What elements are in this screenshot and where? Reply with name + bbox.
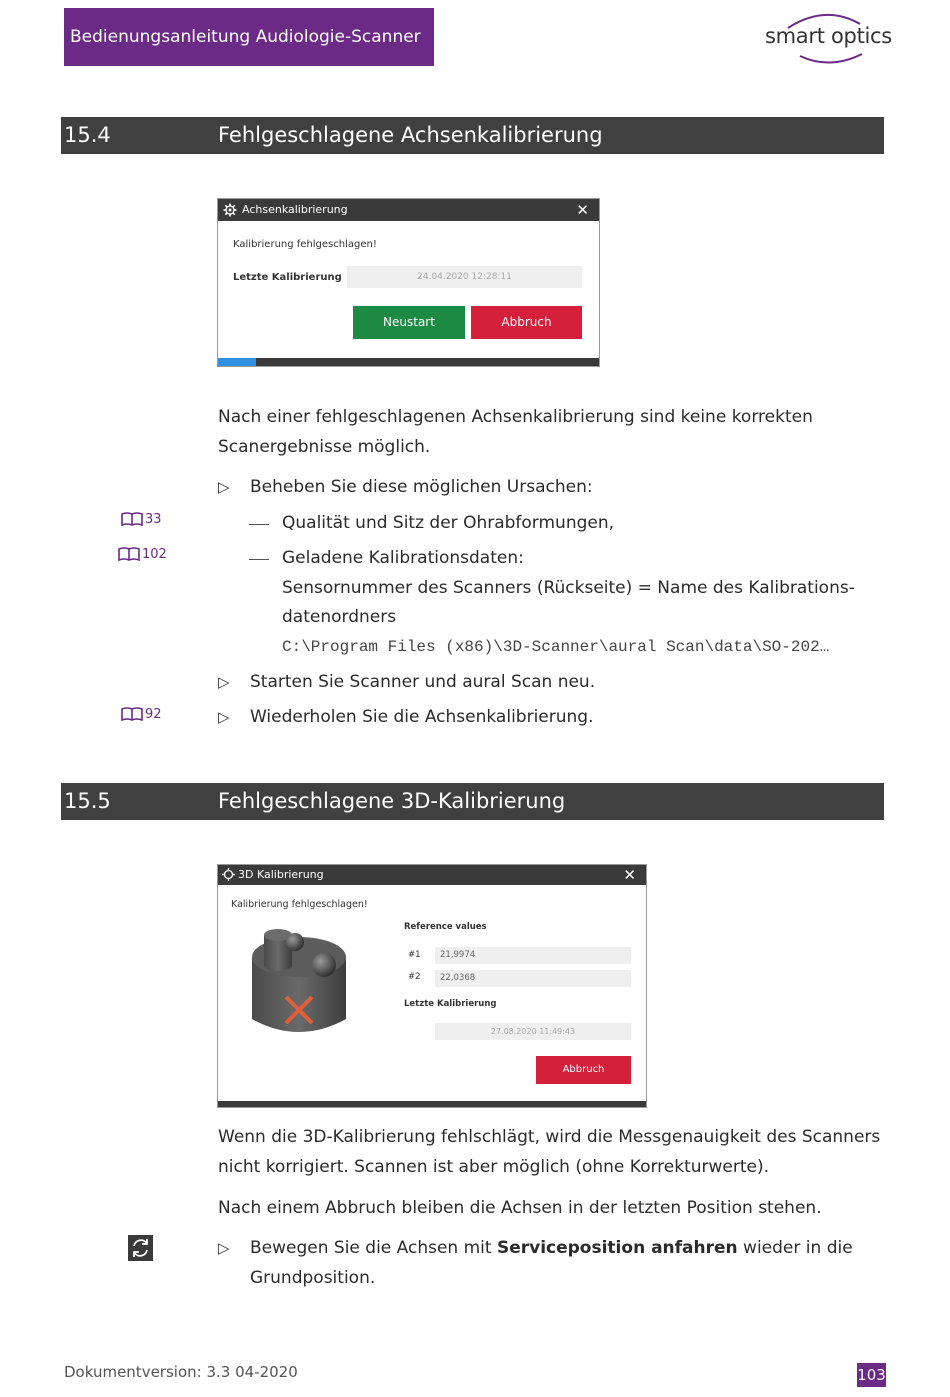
axis-calibration-dialog [217, 198, 600, 367]
step-text-pre: Bewegen Sie die Achsen mit [250, 1238, 497, 1258]
para-abort: Nach einem Abbruch bleiben die Achsen in der letzten Position stehen. [218, 1198, 822, 1218]
section-title: Fehlgeschlagene Achsenkalibrierung [218, 123, 603, 147]
section-header-15-4 [61, 117, 884, 154]
last-calibration-label: Letzte Kalibrierung [233, 272, 342, 283]
3d-calibration-dialog [217, 864, 647, 1108]
step-repeat-calibration: Wiederholen Sie die Achsenkalibrierung. [250, 707, 594, 727]
step-arrow-icon: ▷ [218, 708, 230, 726]
book-icon [121, 511, 143, 527]
list-dash [249, 524, 269, 525]
section-header-15-5 [61, 783, 884, 820]
service-position-icon[interactable] [128, 1235, 153, 1261]
step-arrow-icon: ▷ [218, 478, 230, 496]
page-reference-92[interactable] [121, 706, 162, 722]
reference-values-label: Reference values [404, 922, 487, 932]
step-service-position-line-2: Grundposition. [250, 1268, 376, 1288]
cause-calibration-data: Geladene Kalibrationsdaten: [282, 548, 524, 568]
step-text-post: wieder in die [737, 1238, 853, 1258]
reference-1-label: #1 [408, 950, 421, 960]
document-version: Dokumentversion: 3.3 04-2020 [64, 1363, 298, 1381]
dialog-message: Kalibrierung fehlgeschlagen! [233, 239, 377, 250]
intro-line-2: Scanergebnisse möglich. [218, 437, 431, 457]
reference-page: 102 [142, 546, 167, 562]
step-arrow-icon: ▷ [218, 673, 230, 691]
reference-2-label: #2 [408, 972, 421, 982]
step-restart: Starten Sie Scanner und aural Scan neu. [250, 672, 596, 692]
book-icon [121, 706, 143, 722]
cause-calibration-data-line-3: datenordners [282, 607, 397, 627]
step-arrow-icon: ▷ [218, 1239, 230, 1257]
dialog-title-bar [218, 199, 599, 221]
cancel-button[interactable]: Abbruch [536, 1056, 631, 1084]
service-position-term: Serviceposition anfahren [496, 1238, 738, 1258]
section-number: 15.5 [64, 789, 111, 813]
reference-2-field: 22,0368 [435, 970, 631, 987]
book-icon [118, 546, 140, 562]
dialog-title: 3D Kalibrierung [238, 868, 324, 881]
dialog-title-bar [218, 865, 646, 885]
list-dash [249, 559, 269, 560]
calibration-folder-path: C:\Program Files (x86)\3D-Scanner\aural Scan\data\SO-202… [282, 638, 830, 656]
page-number: 103 [857, 1363, 886, 1387]
close-icon[interactable]: ✕ [576, 201, 589, 219]
last-calibration-field: 27.08.2020 11:49:43 [435, 1023, 631, 1040]
page-reference-102[interactable] [118, 546, 167, 562]
smart-optics-logo [760, 8, 890, 66]
reference-1-field: 21,9974 [435, 947, 631, 964]
close-icon[interactable]: ✕ [623, 866, 636, 884]
progress-fill [218, 358, 256, 366]
last-calibration-field: 24.04.2020 12:28:11 [347, 266, 582, 288]
header-banner [64, 8, 434, 66]
crosshair-icon [222, 868, 235, 881]
last-calibration-label: Letzte Kalibrierung [404, 999, 497, 1009]
section-number: 15.4 [64, 123, 111, 147]
cause-calibration-data-line-2: Sensornummer des Scanners (Rückseite) = Name des Kalibrations- [282, 578, 855, 598]
section-title: Fehlgeschlagene 3D-Kalibrierung [218, 789, 566, 813]
para-3d-line-1: Wenn die 3D-Kalibrierung fehlschlägt, wird die Messgenauigkeit des Scanners [218, 1127, 881, 1147]
logo-text: smart optics [765, 24, 892, 48]
reference-page: 33 [145, 511, 162, 527]
reference-page: 92 [145, 706, 162, 722]
cancel-button[interactable]: Abbruch [471, 306, 582, 339]
gear-icon [223, 203, 237, 217]
dialog-bottom-bar [218, 1101, 646, 1107]
dialog-message: Kalibrierung fehlgeschlagen! [231, 899, 368, 910]
para-3d-line-2: nicht korrigiert. Scannen ist aber möglich (ohne Korrekturwerte). [218, 1157, 770, 1177]
cause-impressions: Qualität und Sitz der Ohrabformungen, [282, 513, 615, 533]
intro-line-1: Nach einer fehlgeschlagenen Achsenkalibrierung sind keine korrekten [218, 407, 813, 427]
calibration-body-image [248, 927, 350, 1039]
document-title: Bedienungsanleitung Audiologie-Scanner [70, 27, 421, 47]
page-reference-33[interactable] [121, 511, 162, 527]
progress-bar [218, 358, 599, 366]
restart-button[interactable]: Neustart [353, 306, 465, 339]
step-service-position [250, 1233, 853, 1263]
refresh-icon [128, 1235, 153, 1261]
step-fix-causes: Beheben Sie diese möglichen Ursachen: [250, 477, 593, 497]
dialog-title: Achsenkalibrierung [242, 203, 348, 216]
